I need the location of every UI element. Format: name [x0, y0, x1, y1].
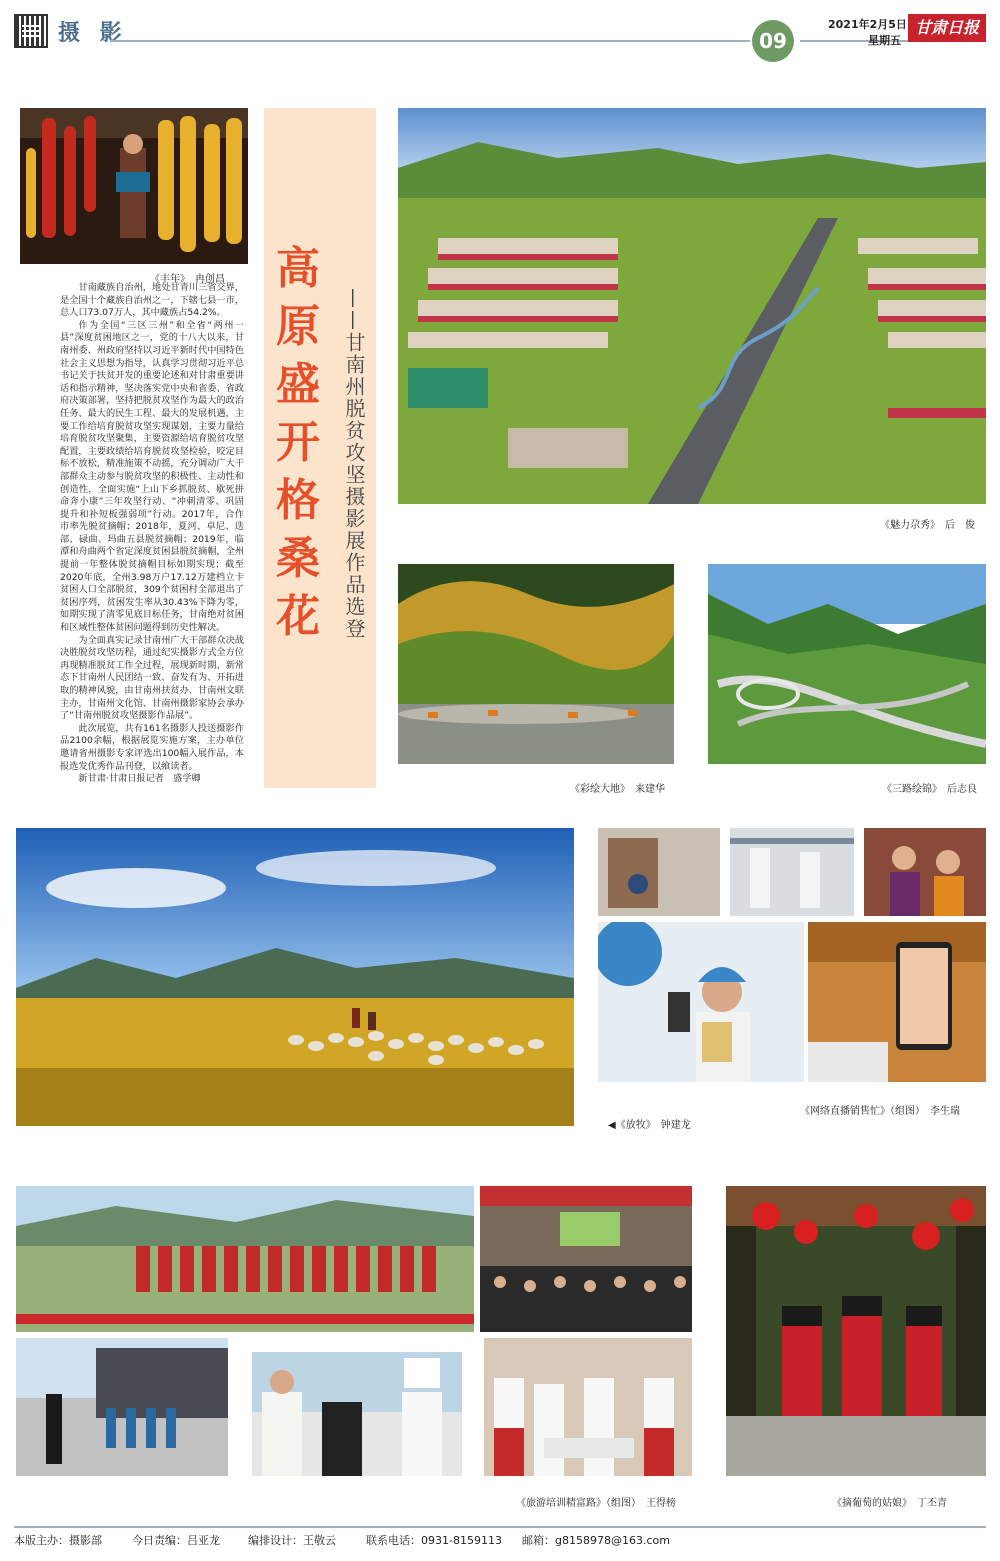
caption-town: 《魅力尕秀》 后 俊 [880, 520, 975, 531]
photo-livestream-2 [730, 828, 854, 916]
caption-colorful-land: 《彩绘大地》 来建华 [570, 784, 665, 795]
article-title: 高原盛开格桑花 [276, 243, 320, 642]
photo-training-2 [480, 1186, 692, 1332]
qr-code-icon [14, 14, 48, 48]
footer-dept: 本版主办：摄影部 [14, 1534, 102, 1547]
photo-training-5 [484, 1338, 692, 1476]
article-byline: 新甘肃·甘肃日报记者 盛学卿 [78, 773, 201, 785]
photo-training-1 [16, 1186, 474, 1332]
photo-training-4 [252, 1352, 462, 1476]
article-paragraph-4: 此次展览，共有161名摄影人投送摄影作品2100余幅，根据展览实施方案，主办单位邀请省州摄影专家评选出100幅入展作品，本报选发优秀作品刊登，以飨读者。 [60, 722, 244, 772]
photo-livestream-5 [808, 922, 986, 1082]
article-paragraph-3: 为全面真实记录甘南州广大干部群众决战决胜脱贫攻坚历程，通过纪实摄影方式全方位再现精准脱贫工作全过程，展现新时期、新常态下甘南州人民团结一致、奋发有为、开拓进取的精神风貌，由甘南州扶贫办、甘南州文联主办，甘南州文化馆、甘南州摄影家协会承办了“甘南州脱贫攻坚摄影作品展”。 [60, 634, 244, 722]
photo-harvest [20, 108, 248, 264]
photo-colorful-land [398, 564, 674, 764]
page-number-badge: 09 [752, 20, 794, 62]
article-paragraph-1: 甘南藏族自治州，地处甘青川三省交界，是全国十个藏族自治州之一，下辖七县一市，总人口73.07万人，其中藏族占54.2%。 [60, 282, 244, 319]
newspaper-masthead-logo: 甘肃日报 [908, 14, 986, 42]
article-subtitle: ——甘南州脱贫攻坚摄影展作品选登 [342, 288, 366, 640]
article-paragraph-2: 作为全国“三区三州”和全省“两州一县”深度贫困地区之一，党的十八大以来，甘南州委、州政府坚持以习近平新时代中国特色社会主义思想为指导，认真学习贯彻习近平总书记关于扶贫开发的重要论述和对甘肃重要讲话和指示精神，坚决落实党中央和省委、省政府决策部署，坚持把脱贫攻坚作为最大的政治任务、最大的民生工程、最大的发展机遇，主要工作给培育脱贫攻坚实现谋划，主要力量给培育脱贫攻坚聚集，主要资源给培育脱贫攻坚配置，主要政绩给培育脱贫攻坚检验，咬定目标不放松，精准施策不动摇，充分调动广大干部群众主动参与脱贫攻坚的积极性、主动性和创造性，全面实施“上山下乡抓脱贫、歇死拼命奔小康”三年攻坚行动、“冲刺清零、巩固提升和补短板强弱项”行动。2017年，合作市率先脱贫摘帽；2018年，夏河、卓尼、迭部、碌曲、玛曲五县脱贫摘帽；2019年，临潭和舟曲两个省定深度贫困县脱贫摘帽，全州提前一年整体脱贫摘帽目标如期实现；截至2020年底，全州3.98万户17.12万建档立卡贫困人口全部脱贫，309个贫困村全部退出了贫困序列，贫困发生率从30.43%下降为零，如期实现了清零见底目标任务，甘南绝对贫困和区域性整体贫困问题得到历史性解决。 [60, 319, 244, 634]
caption-tourism-training: 《旅游培训精富路》（组图） 王得榜 [516, 1498, 676, 1509]
photo-grape-girls [726, 1186, 986, 1476]
caption-harvest: 《丰年》 冉创昌 [150, 274, 225, 285]
issue-weekday: 星期五 [868, 34, 901, 47]
photo-training-3 [16, 1338, 228, 1476]
footer-divider [14, 1526, 986, 1528]
footer-designer: 编排设计：王敬云 [248, 1534, 336, 1547]
header-divider [110, 40, 750, 42]
photo-livestream-1 [598, 828, 720, 916]
caption-grape-girls: 《摘葡萄的姑娘》 丁丕青 [832, 1498, 947, 1509]
caption-livestream: 《网络直播销售忙》（组图） 李生瑞 [800, 1106, 960, 1117]
photo-town-aerial [398, 108, 986, 504]
photo-livestream-4 [598, 922, 804, 1082]
issue-date: 2021年2月5日 [828, 18, 907, 31]
article-body [60, 282, 244, 786]
footer-email: 邮箱：g8158978@163.com [522, 1534, 670, 1547]
section-title: 摄 影 [58, 21, 128, 46]
caption-three-roads: 《三路绘锦》 后志良 [882, 784, 977, 795]
footer-editor: 今日责编：吕亚龙 [132, 1534, 220, 1547]
footer-phone: 联系电话：0931-8159113 [366, 1534, 502, 1547]
photo-grazing [16, 828, 574, 1126]
photo-livestream-3 [864, 828, 986, 916]
photo-three-roads [708, 564, 986, 764]
caption-grazing: ◀《放牧》 钟建龙 [608, 1120, 691, 1131]
